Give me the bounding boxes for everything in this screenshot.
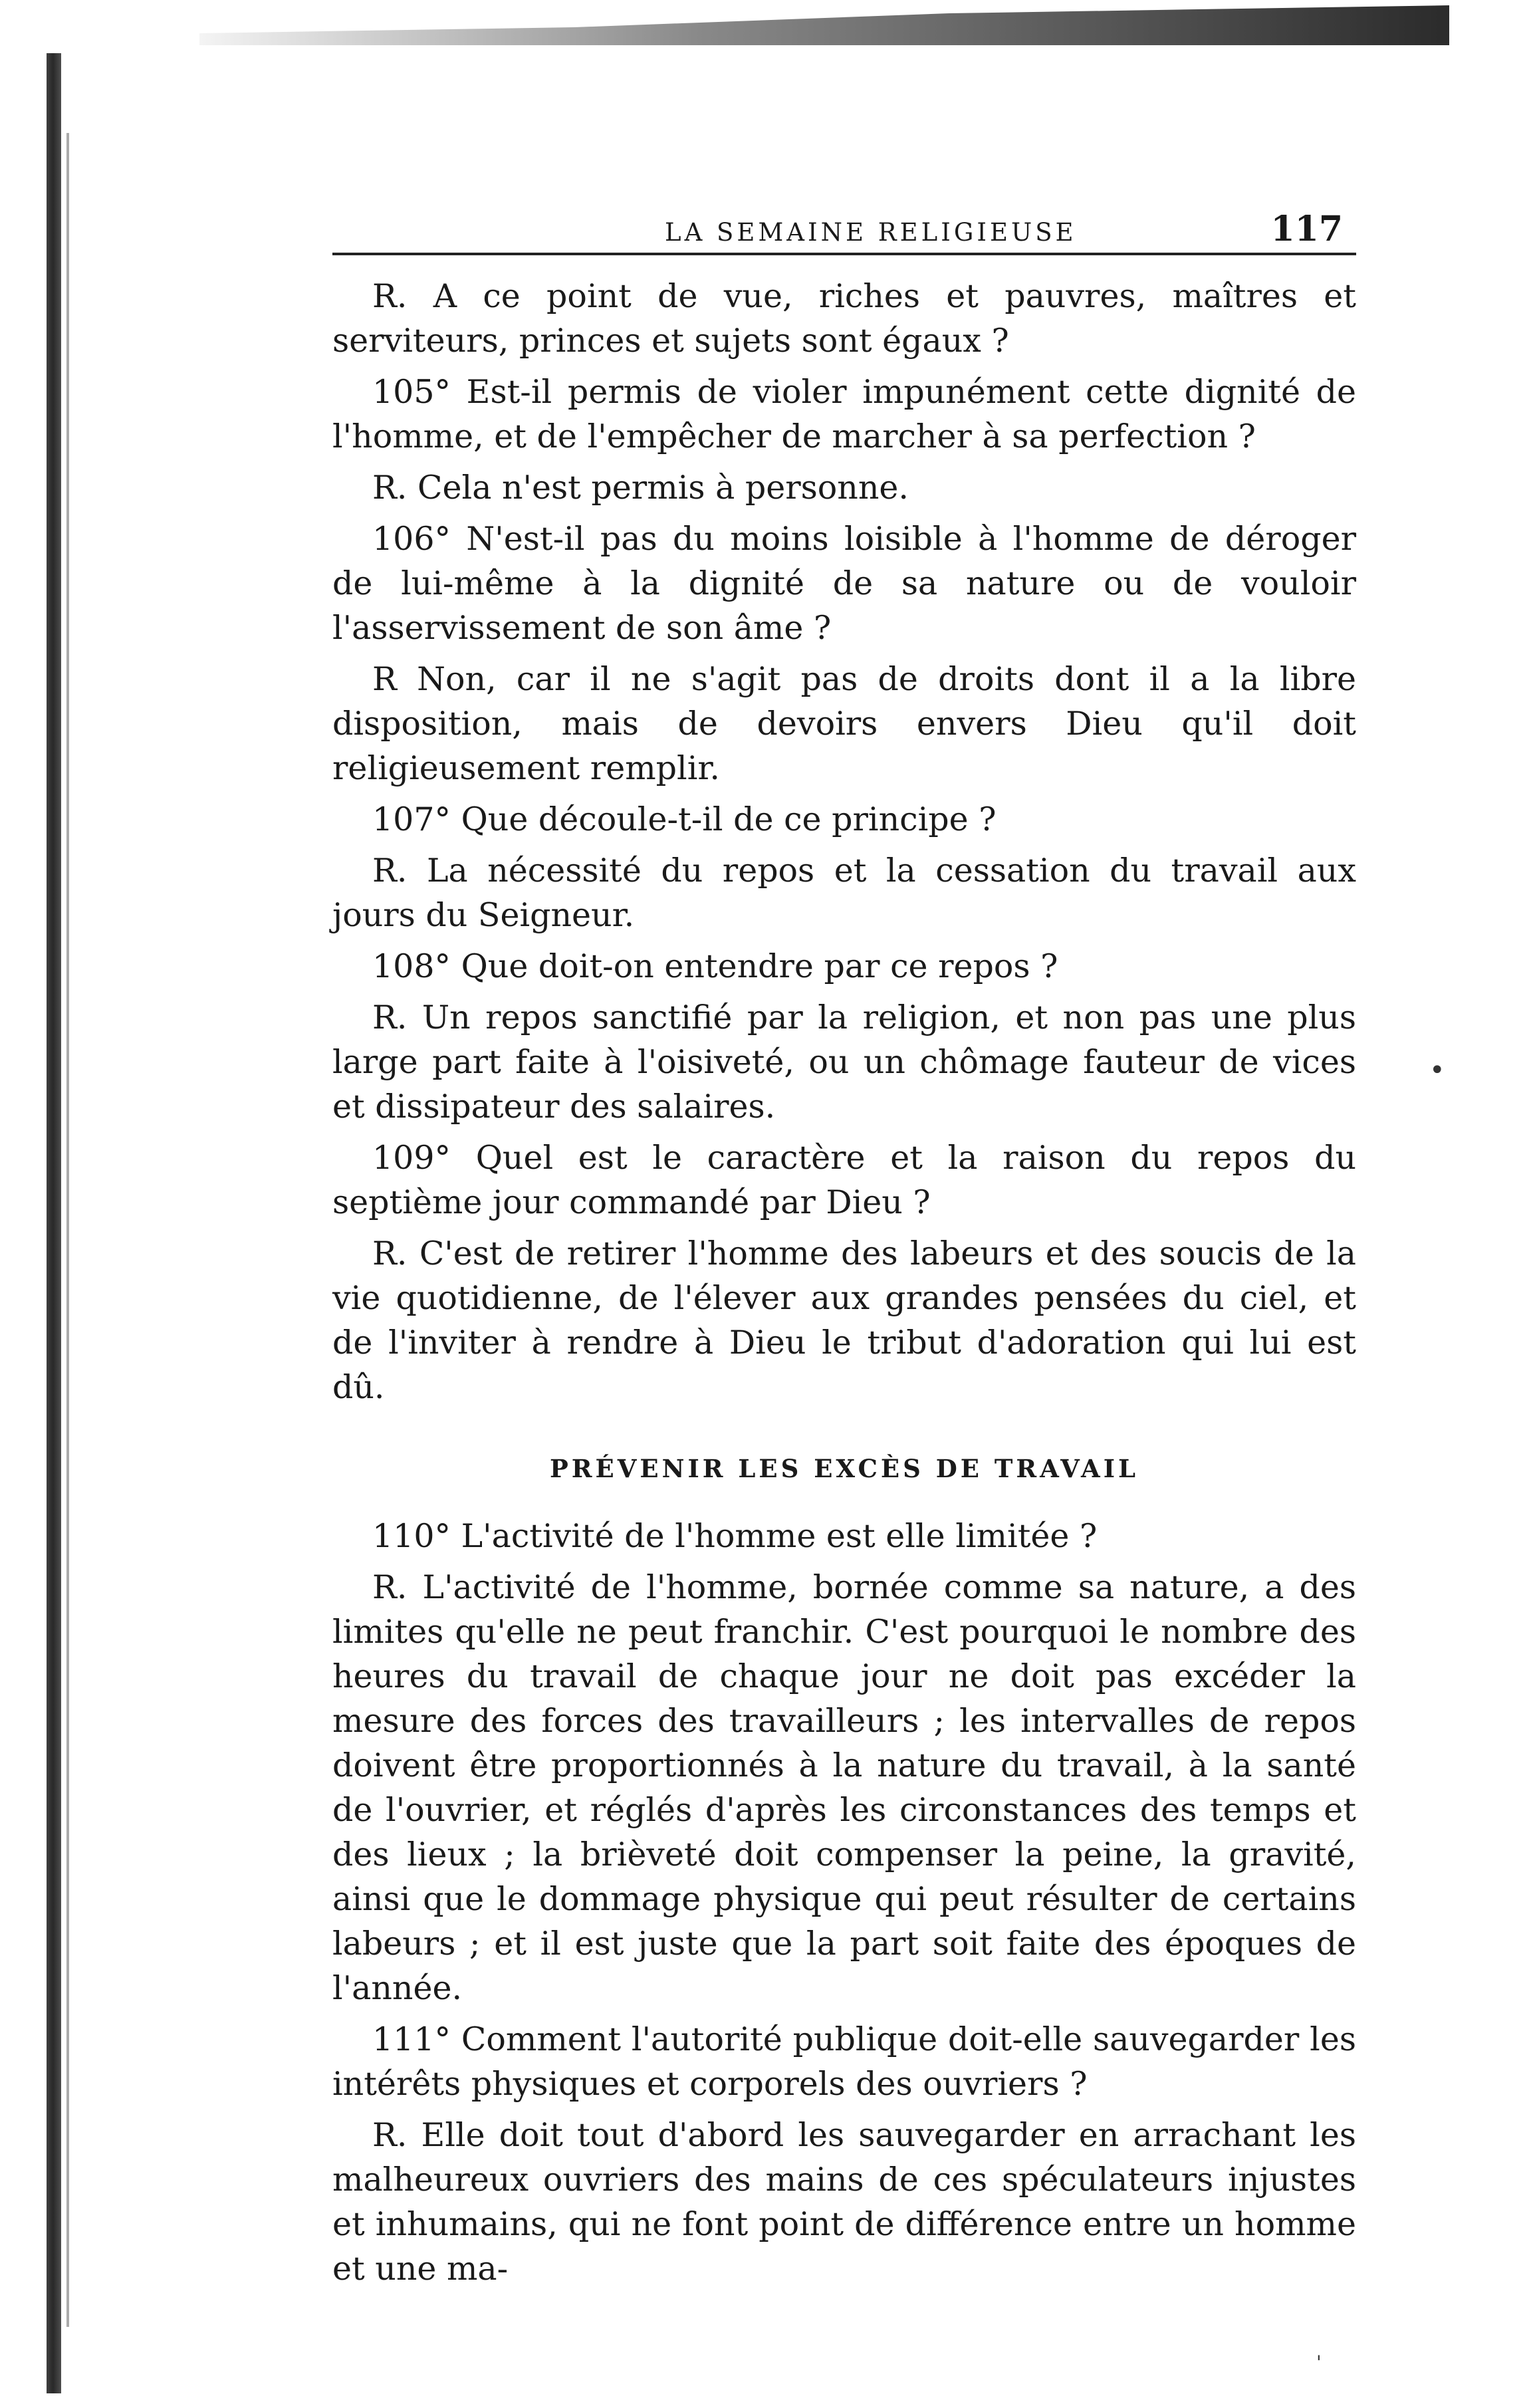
scan-binding-edge (47, 53, 61, 2393)
running-title: LA SEMAINE RELIGIEUSE (665, 218, 1077, 247)
page-number: 117 (1270, 209, 1343, 249)
paragraph: R. C'est de retirer l'homme des labeurs et des soucis de la vie quotidienne, de l'élever aux grandes pensées du ciel, et de l'inviter à rendre à Dieu le tribut d'adoration qui lui est dû. (332, 1235, 1356, 1406)
running-head (332, 199, 1356, 255)
paragraph: 109° Quel est le caractère et la raison du repos du septième jour commandé par Dieu ? (332, 1139, 1356, 1221)
paragraph: 105° Est-il permis de violer impunément cette dignité de l'homme, et de l'empêcher de marcher à sa perfection ? (332, 373, 1356, 455)
scan-binding-shadow (66, 133, 69, 2327)
book-page (332, 199, 1356, 2298)
paragraph: R. A ce point de vue, riches et pauvres, maîtres et serviteurs, princes et sujets sont égaux ? (332, 277, 1356, 360)
paragraph: R Non, car il ne s'agit pas de droits dont il a la libre disposition, mais de devoirs envers Dieu qu'il doit religieusement remplir. (332, 660, 1356, 787)
paragraph: 110° L'activité de l'homme est elle limitée ? (372, 1517, 1098, 1555)
paragraph: 107° Que découle-t-il de ce principe ? (372, 800, 997, 838)
paragraph: R. La nécessité du repos et la cessation du travail aux jours du Seigneur. (332, 852, 1356, 934)
paragraph: 106° N'est-il pas du moins loisible à l'homme de déroger de lui-même à la dignité de sa nature ou de vouloir l'asservissement de son âme ? (332, 520, 1356, 647)
paragraph: R. L'activité de l'homme, bornée comme sa nature, a des limites qu'elle ne peut franchir. C'est pourquoi le nombre des heures du travail de chaque jour ne doit pas excéder la mesure des forces des travailleurs ; les intervalles de repos doivent être proportionnés à la nature du travail, à la santé de l'ouvrier, et réglés d'après les circonstances des temps et des lieux ; la brièveté doit compenser la peine, la gravité, ainsi que le dommage physique qui peut résulter de certains labeurs ; et il est juste que la part soit faite des époques de l'année. (332, 1568, 1356, 2007)
paragraph: 111° Comment l'autorité publique doit-elle sauvegarder les intérêts physiques et corporels des ouvriers ? (332, 2020, 1356, 2103)
scan-stray-mark: • (1429, 1055, 1445, 1086)
paragraph: R. Cela n'est permis à personne. (372, 469, 909, 507)
scan-stray-mark: ' (1316, 2351, 1322, 2373)
body-text (332, 274, 1356, 2291)
paragraph: R. Un repos sanctifié par la religion, et non pas une plus large part faite à l'oisiveté, ou un chômage fauteur de vices et dissipateur des salaires. (332, 999, 1356, 1126)
scan-top-smudge (199, 5, 1449, 45)
paragraph: R. Elle doit tout d'abord les sauvegarder en arrachant les malheureux ouvriers des mains de ces spéculateurs injustes et inhumains, qui ne font point de différence entre un homme et une ma- (332, 2116, 1356, 2288)
section-heading: PRÉVENIR LES EXCÈS DE TRAVAIL (549, 1454, 1139, 1483)
paragraph: 108° Que doit-on entendre par ce repos ? (372, 947, 1058, 985)
